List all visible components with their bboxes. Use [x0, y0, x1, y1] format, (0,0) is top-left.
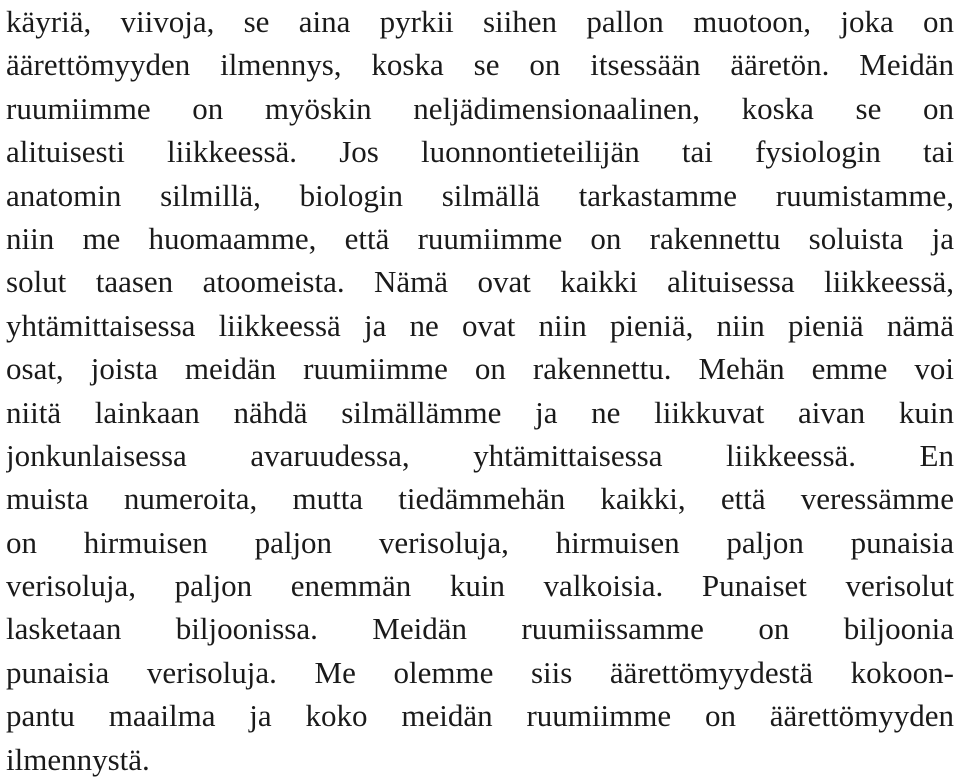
- text-line: verisoluja, paljon enemmän kuin valkoisia. Punaiset verisolut: [6, 568, 954, 604]
- text-line: äärettömyyden ilmennys, koska se on itsessään ääretön. Meidän: [6, 47, 954, 83]
- text-line: alituisesti liikkeessä. Jos luonnontieteilijän tai fysiologin tai: [6, 134, 954, 170]
- text-line: punaisia verisoluja. Me olemme siis äärettömyydestä kokoon-: [6, 654, 954, 690]
- text-line: pantu maailma ja koko meidän ruumiimme on äärettömyyden: [6, 698, 954, 734]
- text-line: jonkunlaisessa avaruudessa, yhtämittaisessa liikkeessä. En: [6, 437, 954, 473]
- text-line: osat, joista meidän ruumiimme on rakennettu. Mehän emme voi: [6, 351, 954, 387]
- text-line: ilmennystä.: [6, 741, 150, 777]
- text-line: niin me huomaamme, että ruumiimme on rakennettu soluista ja: [6, 220, 954, 256]
- text-line: yhtämittaisessa liikkeessä ja ne ovat niin pieniä, niin pieniä nämä: [6, 307, 954, 343]
- text-line: niitä lainkaan nähdä silmällämme ja ne liikkuvat aivan kuin: [6, 394, 954, 430]
- text-line: muista numeroita, mutta tiedämmehän kaikki, että veressämme: [6, 481, 954, 517]
- document-page: [6, 0, 954, 781]
- text-line: käyriä, viivoja, se aina pyrkii siihen pallon muotoon, joka on: [6, 4, 954, 39]
- text-line: lasketaan biljoonissa. Meidän ruumiissamme on biljoonia: [6, 611, 954, 647]
- text-line: on hirmuisen paljon verisoluja, hirmuisen paljon punaisia: [6, 524, 954, 560]
- text-line: ruumiimme on myöskin neljädimensionaalinen, koska se on: [6, 90, 954, 126]
- text-line: solut taasen atoomeista. Nämä ovat kaikki alituisessa liikkeessä,: [6, 264, 954, 300]
- text-line: anatomin silmillä, biologin silmällä tarkastamme ruumistamme,: [6, 177, 954, 213]
